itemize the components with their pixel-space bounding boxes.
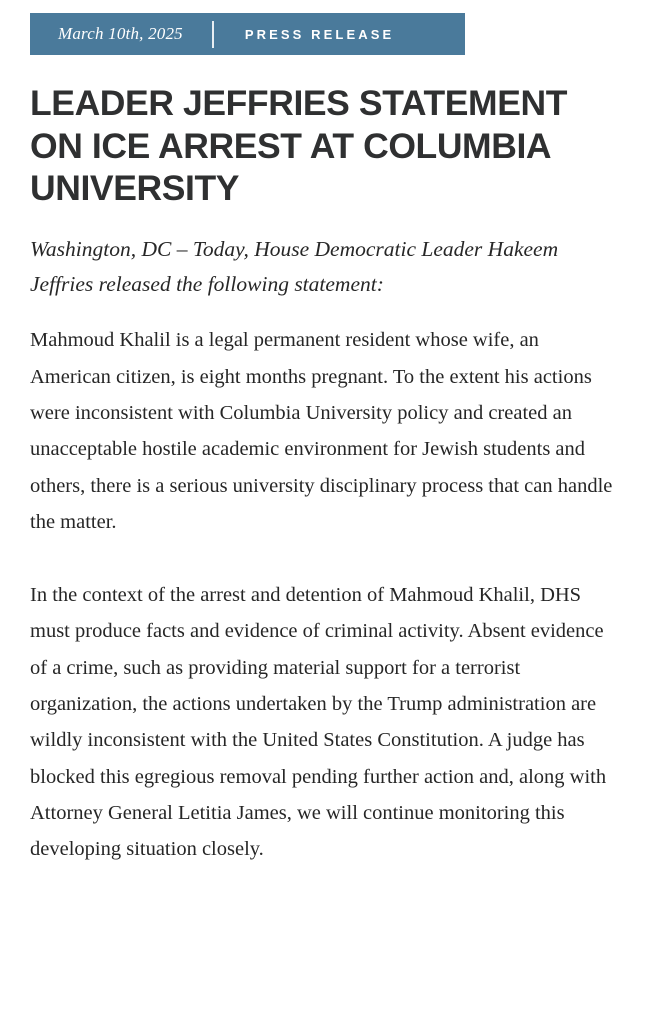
meta-divider	[212, 21, 214, 48]
article-body	[30, 322, 615, 867]
article-dateline: Washington, DC – Today, House Democratic Leader Hakeem Jeffries released the following statement:	[30, 236, 559, 296]
publication-date: March 10th, 2025	[58, 24, 183, 43]
press-release-page	[0, 13, 645, 1013]
page-title: LEADER JEFFRIES STATEMENT ON ICE ARREST AT COLUMBIA UNIVERSITY	[30, 83, 567, 209]
article-meta-badge	[30, 13, 465, 55]
body-paragraph: In the context of the arrest and detention of Mahmoud Khalil, DHS must produce facts and evidence of criminal activity. Absent evidence of a crime, such as providing material support for a terrorist organization, the actions undertaken by the Trump administration are wildly inconsistent with the United States Constitution. A judge has blocked this egregious removal pending further action and, along with Attorney General Letitia James, we will continue monitoring this developing situation closely.	[30, 584, 607, 861]
content-type-label: PRESS RELEASE	[244, 26, 395, 42]
body-paragraph: Mahmoud Khalil is a legal permanent resident whose wife, an American citizen, is eight months pregnant. To the extent his actions were inconsistent with Columbia University policy and created an unacceptable hostile academic environment for Jewish students and others, there is a serious university disciplinary process that can handle the matter.	[30, 329, 613, 533]
